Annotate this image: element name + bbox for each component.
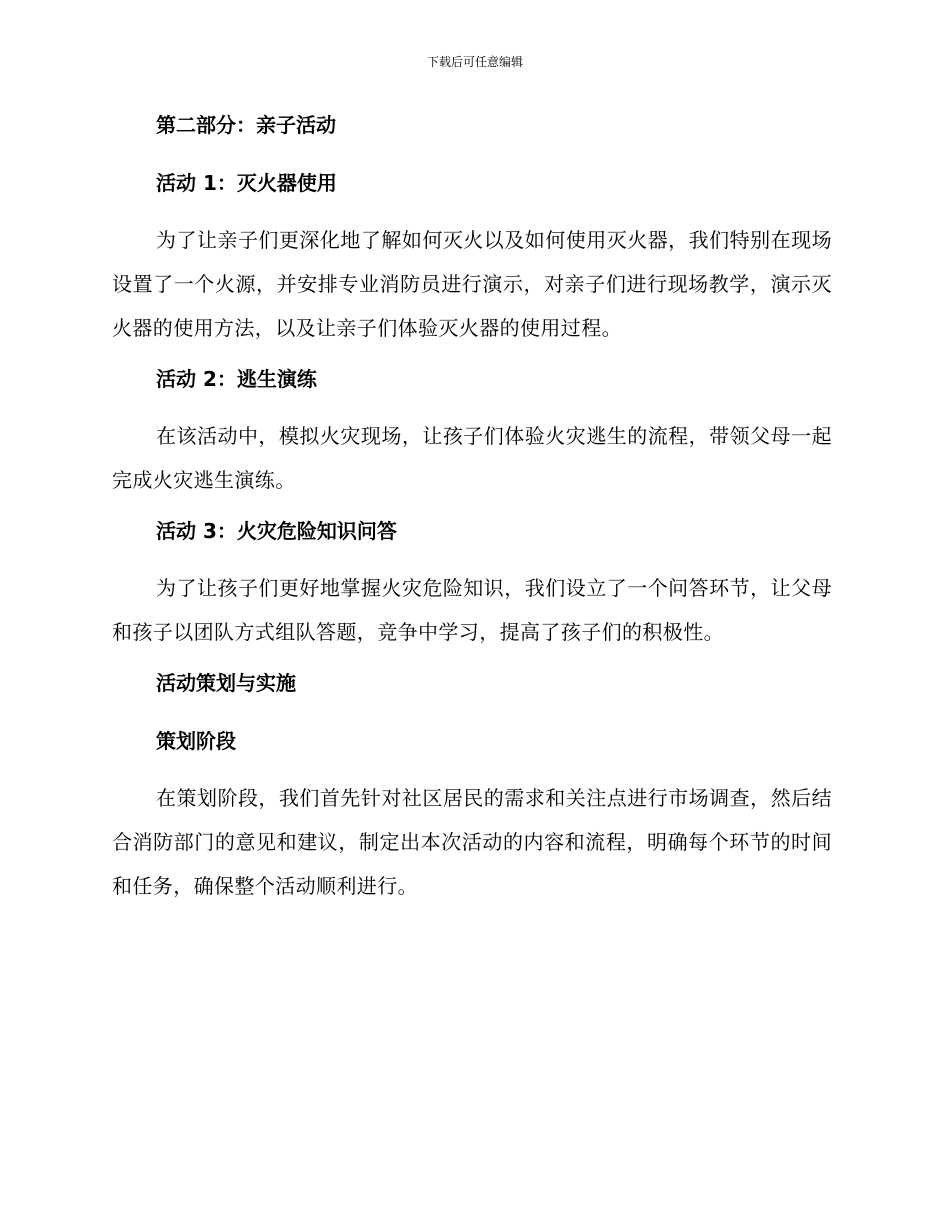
- activity-1-paragraph: 为了让亲子们更深化地了解如何灭火以及如何使用灭火器，我们特别在现场设置了一个火源，并安排专业消防员进行演示，对亲子们进行现场教学，演示灭火器的使用方法，以及让亲子们体验灭火器的使用过程。: [112, 228, 832, 340]
- activity-2-heading: 活动 2：逃生演练: [156, 367, 317, 391]
- section-heading-part-two: 第二部分：亲子活动: [156, 113, 336, 137]
- planning-section-heading: 活动策划与实施: [156, 671, 296, 695]
- activity-1-heading: 活动 1：灭火器使用: [156, 171, 337, 195]
- planning-stage-heading: 策划阶段: [156, 729, 236, 753]
- activity-3-paragraph: 为了让孩子们更好地掌握火灾危险知识，我们设立了一个问答环节，让父母和孩子以团队方式组队答题，竞争中学习，提高了孩子们的积极性。: [112, 576, 832, 644]
- planning-stage-paragraph: 在策划阶段，我们首先针对社区居民的需求和关注点进行市场调查，然后结合消防部门的意见和建议，制定出本次活动的内容和流程，明确每个环节的时间和任务，确保整个活动顺利进行。: [112, 786, 832, 898]
- document-body: [112, 110, 832, 922]
- activity-3-heading: 活动 3：火灾危险知识问答: [156, 519, 397, 543]
- activity-2-paragraph: 在该活动中，模拟火灾现场，让孩子们体验火灾逃生的流程，带领父母一起完成火灾逃生演练。: [112, 424, 832, 492]
- page-header-note: 下载后可任意编辑: [426, 55, 523, 69]
